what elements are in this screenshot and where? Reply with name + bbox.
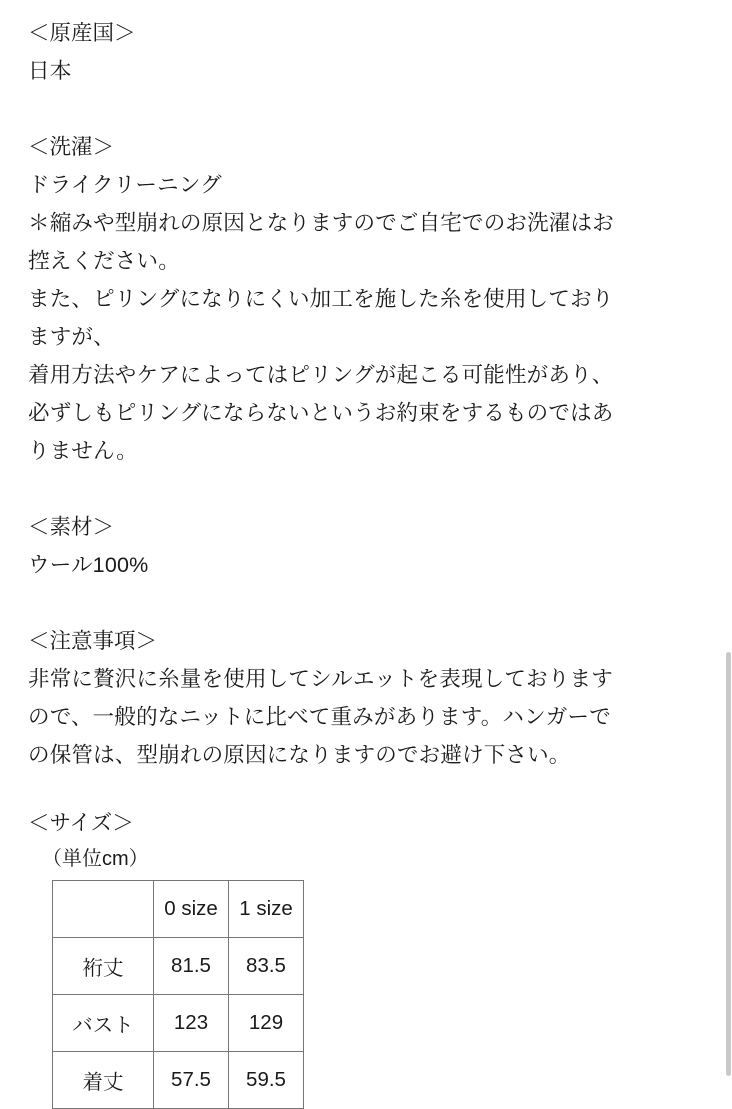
table-cell-yukitake-0: 81.5	[154, 938, 229, 995]
spacer	[28, 470, 704, 508]
section-washing-line-8: りません。	[28, 439, 138, 463]
vertical-scrollbar[interactable]	[726, 0, 732, 1080]
section-size-heading: ＜サイズ＞	[28, 811, 134, 835]
section-origin	[28, 14, 704, 90]
section-material-line-1: ウール100%	[28, 553, 149, 577]
section-washing-line-1: ドライクリーニング	[28, 173, 222, 197]
table-row	[53, 938, 304, 995]
table-cell-bust-0: 123	[154, 995, 229, 1052]
section-washing-line-5: ますが、	[28, 325, 115, 349]
table-row	[53, 1052, 304, 1109]
section-washing	[28, 128, 704, 470]
section-washing-line-6: 着用方法やケアによってはピリングが起こる可能性があり、	[28, 363, 614, 387]
table-cell-kitake-1: 59.5	[229, 1052, 304, 1109]
table-row	[53, 995, 304, 1052]
table-row-label-kitake: 着丈	[53, 1052, 154, 1109]
table-header-size-0: 0 size	[154, 881, 229, 938]
table-header-row	[53, 881, 304, 938]
size-table	[52, 880, 304, 1109]
table-cell-kitake-0: 57.5	[154, 1052, 229, 1109]
section-washing-line-2: ＊縮みや型崩れの原因となりますのでご自宅でのお洗濯はお	[28, 211, 614, 235]
table-cell-yukitake-1: 83.5	[229, 938, 304, 995]
section-origin-line-1: 日本	[28, 59, 72, 83]
section-washing-heading: ＜洗濯＞	[28, 135, 115, 159]
size-unit-label: （単位cm）	[42, 848, 149, 870]
section-notes-heading: ＜注意事項＞	[28, 629, 158, 653]
spacer	[28, 774, 704, 804]
table-cell-bust-1: 129	[229, 995, 304, 1052]
spacer	[28, 90, 704, 128]
spacer	[28, 584, 704, 622]
section-washing-line-4: また、ピリングになりにくい加工を施した糸を使用しており	[28, 287, 614, 311]
table-header-blank	[53, 881, 154, 938]
section-material	[28, 508, 704, 584]
table-row-label-bust: バスト	[53, 995, 154, 1052]
section-notes	[28, 622, 704, 774]
section-size	[28, 804, 704, 1109]
table-header-size-1: 1 size	[229, 881, 304, 938]
section-notes-line-3: の保管は、型崩れの原因になりますのでお避け下さい。	[28, 743, 571, 767]
table-row-label-yukitake: 裄丈	[53, 938, 154, 995]
section-notes-line-2: ので、一般的なニットに比べて重みがあります。ハンガーで	[28, 705, 611, 729]
scrollbar-thumb[interactable]	[726, 652, 731, 1076]
section-origin-heading: ＜原産国＞	[28, 21, 136, 45]
section-washing-line-3: 控えください。	[28, 249, 180, 273]
section-notes-line-1: 非常に贅沢に糸量を使用してシルエットを表現しております	[28, 667, 613, 691]
section-washing-line-7: 必ずしもピリングにならないというお約束をするものではあ	[28, 401, 614, 425]
section-material-heading: ＜素材＞	[28, 515, 115, 539]
